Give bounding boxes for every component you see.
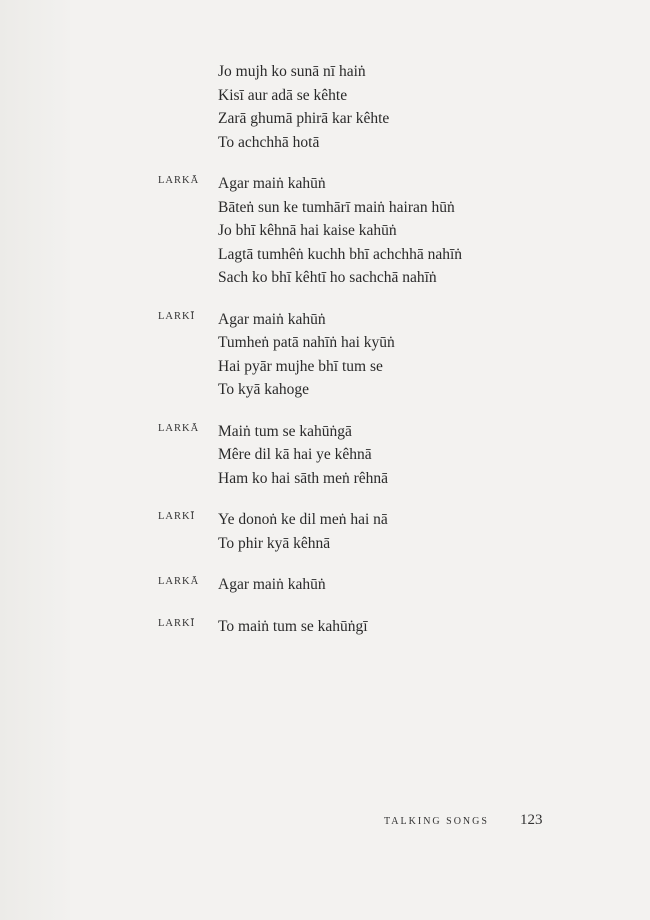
- lyric-line: Maiṅ tum se kahūṅgā: [218, 422, 352, 440]
- lyric-line: Tumheṅ patā nahīṅ hai kyūṅ: [218, 334, 395, 351]
- lyric-line: To maiṅ tum se kahūṅgī: [218, 617, 368, 635]
- stanza-3: [0, 308, 650, 402]
- stanza-5: [0, 508, 650, 555]
- stanza-1: [0, 60, 650, 154]
- stanza-4: [0, 420, 650, 491]
- lyric-line: Agar maiṅ kahūṅ: [218, 310, 326, 328]
- speaker-label: LARKĪ: [158, 511, 196, 522]
- speaker-label: LARKĪ: [158, 310, 196, 322]
- lyric-line: Ye donoṅ ke dil meṅ hai nā: [218, 511, 388, 528]
- lyric-line: Sach ko bhī kêhtī ho sachchā nahīṅ: [218, 269, 437, 286]
- lyric-line: Agar maiṅ kahūṅ: [218, 175, 326, 192]
- lyric-line: To kyā kahoge: [218, 381, 310, 398]
- page-number: 123: [520, 812, 543, 828]
- lyric-line: Hai pyār mujhe bhī tum se: [218, 357, 383, 375]
- lyric-line: Zarā ghumā phirā kar kêhte: [218, 110, 390, 127]
- lyric-line: Mêre dil kā hai ye kêhnā: [218, 446, 372, 463]
- lyric-line: To phir kyā kêhnā: [218, 534, 331, 552]
- stanza-2: [0, 172, 650, 290]
- lyric-line: Ham ko hai sāth meṅ rêhnā: [218, 469, 389, 487]
- lyric-line: Jo mujh ko sunā nī haiṅ: [218, 63, 366, 80]
- lyrics-body: [0, 60, 650, 656]
- speaker-label: LARKĀ: [158, 175, 200, 186]
- speaker-label: LARKĀ: [158, 422, 200, 434]
- page-footer: [0, 812, 650, 836]
- speaker-label: LARKĪ: [158, 617, 196, 629]
- lyric-line: To achchhā hotā: [218, 133, 320, 151]
- lyric-line: Jo bhī kêhnā hai kaise kahūṅ: [218, 222, 397, 239]
- lyric-line: Kisī aur adā se kêhte: [218, 86, 348, 104]
- lyric-line: Agar maiṅ kahūṅ: [218, 576, 326, 593]
- stanza-7: [0, 615, 650, 639]
- lyric-line: Bāteṅ sun ke tumhārī maiṅ hairan hūṅ: [218, 198, 455, 216]
- running-head: TALKING SONGS: [384, 816, 489, 827]
- speaker-label: LARKĀ: [158, 576, 200, 587]
- lyric-line: Lagtā tumhêṅ kuchh bhī achchhā nahīṅ: [218, 245, 463, 263]
- stanza-6: [0, 573, 650, 597]
